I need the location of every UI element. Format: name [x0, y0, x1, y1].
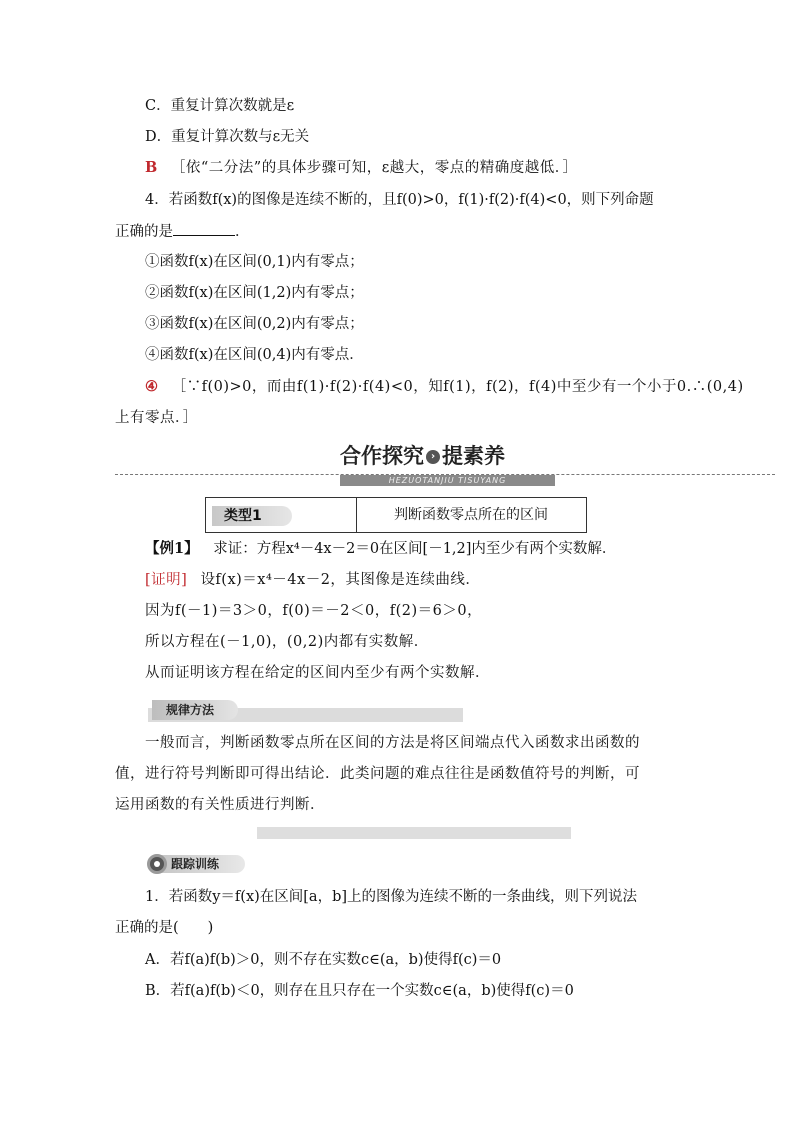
tracking-option-b: B．若f(a)f(b)＜0，则存在且只存在一个实数c∈(a，b)使得f(c)＝0 [145, 983, 574, 999]
statement-1: ①函数f(x)在区间(0,1)内有零点； [145, 254, 364, 270]
proof-line4: 从而证明该方程在给定的区间内至少有两个实数解． [145, 665, 490, 681]
statement-4: ④函数f(x)在区间(0,4)内有零点． [145, 347, 364, 363]
answer-4-mark: ④ [145, 378, 159, 395]
statement-3: ③函数f(x)在区间(0,2)内有零点； [145, 316, 364, 332]
chevron-right-icon: › [426, 450, 440, 464]
question-4-line1: 4．若函数f(x)的图像是连续不断的，且f(0)>0，f(1)·f(2)·f(4)<0，则下列命题 [145, 192, 654, 208]
method-line2: 值，进行符号判断即可得出结论．此类问题的难点往往是函数值符号的判断，可 [115, 766, 640, 782]
statement-2: ②函数f(x)在区间(1,2)内有零点； [145, 285, 364, 301]
type-box [205, 497, 587, 533]
type-label: 类型1 [224, 508, 262, 524]
answer-4-text: ［∵f(0)>0，而由f(1)·f(2)·f(4)<0，知f(1)，f(2)，f(4)中至少有一个小于0.∴(0,4) [171, 379, 744, 395]
proof-line2: 因为f(－1)＝3＞0，f(0)＝－2＜0，f(2)＝6＞0， [145, 603, 483, 619]
method-line3: 运用函数的有关性质进行判断． [115, 797, 325, 813]
answer-3 [145, 158, 577, 178]
tracking-option-a: A．若f(a)f(b)＞0，则不存在实数c∈(a，b)使得f(c)＝0 [145, 952, 502, 968]
proof-line1 [145, 570, 480, 590]
example-text: 求证：方程x⁴－4x－2＝0在区间[－1,2]内至少有两个实数解． [213, 541, 617, 557]
example-1 [145, 539, 616, 559]
proof-label: [证明] [145, 572, 188, 588]
method-line1: 一般而言，判断函数零点所在区间的方法是将区间端点代入函数求出函数的 [145, 735, 640, 751]
type-tab [206, 498, 357, 532]
method-end-bar [257, 827, 571, 839]
question-4-line2 [115, 221, 250, 242]
answer-4-line2: 上有零点．］ [115, 410, 198, 426]
tracking-q1-line2: 正确的是( ) [115, 920, 214, 936]
option-c: C．重复计算次数就是ε [145, 98, 295, 114]
banner-title-right: 提素养 [442, 444, 505, 468]
answer-explanation: ［依“二分法”的具体步骤可知，ε越大，零点的精确度越低．］ [170, 160, 578, 176]
tracking-label: 跟踪训练 [171, 857, 220, 871]
option-d: D．重复计算次数与ε无关 [145, 129, 310, 145]
banner-title-left: 合作探究 [340, 444, 424, 468]
answer-4-line1 [145, 377, 744, 397]
type-description: 判断函数零点所在的区间 [394, 507, 548, 523]
example-label: 【例1】 [145, 540, 199, 557]
section-banner-title [340, 440, 550, 474]
tracking-header [147, 853, 247, 875]
tracking-q1-line1: 1．若函数y＝f(x)在区间[a，b]上的图像为连续不断的一条曲线，则下列说法 [145, 889, 638, 905]
proof-text-1: 设f(x)＝x⁴－4x－2，其图像是连续曲线． [200, 572, 481, 588]
answer-blank [173, 221, 235, 236]
banner-subtitle: HEZUOTANJIU TISUYANG [340, 475, 555, 486]
answer-letter: B [145, 159, 158, 176]
question-4-period: ． [235, 224, 250, 240]
target-icon [147, 854, 167, 874]
question-4-stem: 正确的是 [115, 224, 173, 240]
proof-line3: 所以方程在(－1,0)，(0,2)内都有实数解． [145, 634, 429, 650]
method-label: 规律方法 [152, 700, 238, 720]
